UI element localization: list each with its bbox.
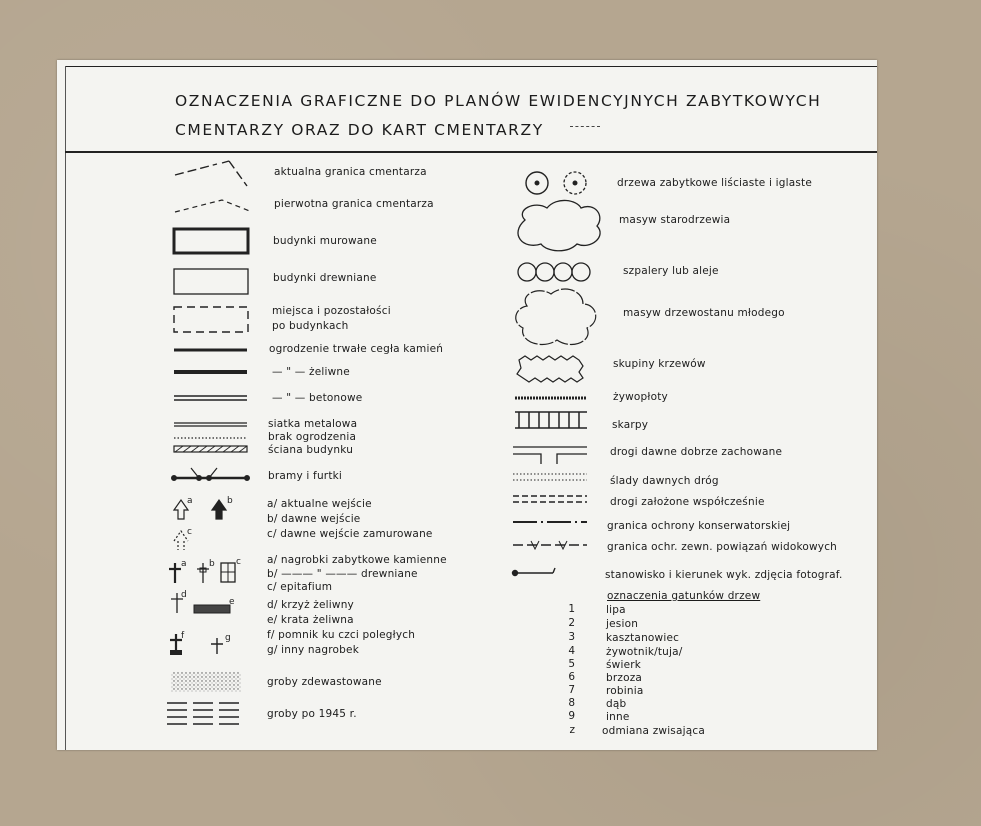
label-concrete-fence: — " — betonowe <box>272 392 363 404</box>
glyph-letter-b: b <box>227 496 233 506</box>
species-name: dąb <box>606 698 627 710</box>
label-wire-mesh: siatka metalowa <box>268 418 358 430</box>
species-code: 8 <box>568 697 575 709</box>
glyph-letter-b2: b <box>209 559 215 569</box>
tree-alley-symbol <box>518 263 590 281</box>
species-name: kasztanowiec <box>606 632 680 644</box>
species-header: oznaczenia gatunków drzew <box>607 590 761 602</box>
label-fallen-memorial: f/ pomnik ku czci poległych <box>267 629 416 641</box>
label-cast-iron-cross: d/ krzyż żeliwny <box>267 599 354 611</box>
label-slopes: skarpy <box>612 419 649 431</box>
label-old-tree-mass: masyw starodrzewia <box>619 214 731 226</box>
cast-iron-grille-symbol <box>194 605 230 613</box>
label-shrub-groups: skupiny krzewów <box>613 358 706 370</box>
species-name: żywotnik/tuja/ <box>606 646 683 658</box>
label-original-boundary: pierwotna granica cmentarza <box>274 198 434 210</box>
label-masonry-buildings: budynki murowane <box>273 235 377 247</box>
species-code: 2 <box>568 617 575 629</box>
label-building-wall: ściana budynku <box>268 444 354 456</box>
glyph-letter-f: f <box>181 631 185 641</box>
species-code: 5 <box>568 658 575 670</box>
label-wooden-buildings: budynki drewniane <box>273 272 377 284</box>
species-code: 6 <box>568 671 575 683</box>
young-stand-mass-symbol <box>516 289 596 344</box>
title-line-1: OZNACZENIA GRAFICZNE DO PLANÓW EWIDENCYJNYCH ZABYTKOWYCH <box>175 92 822 110</box>
legend-sheet <box>57 60 877 750</box>
label-epitaph: c/ epitafium <box>267 581 333 593</box>
label-old-road-traces: ślady dawnych dróg <box>610 475 719 487</box>
label-wooden-tombs: b/ ——— " ——— drewniane <box>267 568 418 580</box>
species-code: 1 <box>568 603 575 615</box>
glyph-letter-d: d <box>181 590 187 600</box>
species-name: jesion <box>606 618 639 630</box>
label-cast-iron-grille: e/ krata żeliwna <box>267 614 354 626</box>
species-code: z <box>569 724 575 736</box>
wooden-tomb-symbol <box>197 563 209 583</box>
label-young-stand: masyw drzewostanu młodego <box>623 307 785 319</box>
current-boundary-symbol <box>175 161 247 186</box>
glyph-letter-e: e <box>229 597 235 607</box>
wooden-building-symbol <box>174 269 248 294</box>
label-hedges: żywopłoty <box>613 391 668 403</box>
building-remains-symbol <box>174 307 248 332</box>
label-permanent-fence: ogrodzenie trwałe cegła kamień <box>269 343 444 355</box>
glyph-letter-c2: c <box>236 557 241 567</box>
label-gates: bramy i furtki <box>268 470 343 482</box>
gates-symbol <box>172 468 250 481</box>
label-devastated-graves: groby zdewastowane <box>267 676 382 688</box>
walled-entrance-symbol <box>174 531 188 550</box>
label-no-fence: brak ogrodzenia <box>268 431 357 443</box>
species-code: 4 <box>568 645 575 657</box>
label-old-roads: drogi dawne dobrze zachowane <box>610 446 783 458</box>
label-building-remains-2: po budynkach <box>272 320 349 332</box>
species-name: robinia <box>606 685 644 697</box>
label-other-tomb: g/ inny nagrobek <box>267 644 359 656</box>
label-current-entrance: a/ aktualne wejście <box>267 498 372 510</box>
view-boundary-symbol <box>513 541 587 549</box>
old-tree-mass-symbol <box>518 200 600 250</box>
label-building-remains: miejsca i pozostałości <box>272 305 391 317</box>
glyph-letter-a: a <box>187 496 193 506</box>
species-name: brzoza <box>606 672 643 684</box>
masonry-building-symbol <box>174 229 248 253</box>
species-name: odmiana zwisająca <box>602 725 705 737</box>
post-1945-graves-symbol <box>167 703 239 724</box>
label-cast-iron-fence: — " — żeliwne <box>272 366 350 378</box>
glyph-letter-g: g <box>225 633 231 643</box>
modern-road-symbol <box>513 496 587 502</box>
current-entrance-symbol <box>174 500 188 519</box>
shrub-group-symbol <box>517 356 583 382</box>
glyph-letter-c: c <box>187 527 192 537</box>
old-entrance-symbol <box>212 500 226 519</box>
label-walled-entrance: c/ dawne wejście zamurowane <box>267 528 433 540</box>
label-modern-roads: drogi założone współcześnie <box>610 496 765 508</box>
slope-symbol <box>515 412 587 428</box>
label-tree-alleys: szpalery lub aleje <box>623 265 719 277</box>
species-code: 7 <box>568 684 575 696</box>
label-conservation-boundary: granica ochrony konserwatorskiej <box>607 520 791 532</box>
original-boundary-symbol <box>175 200 252 212</box>
stone-tomb-symbol <box>169 563 181 583</box>
left-symbols <box>57 60 877 750</box>
label-view-boundary: granica ochr. zewn. powiązań widokowych <box>607 541 838 553</box>
label-current-boundary: aktualna granica cmentarza <box>274 166 427 178</box>
label-old-entrance: b/ dawne wejście <box>267 513 361 525</box>
species-code: 9 <box>568 710 575 722</box>
species-name: lipa <box>606 604 626 616</box>
glyph-letter-a2: a <box>181 559 187 569</box>
label-historic-trees: drzewa zabytkowe liściaste i iglaste <box>617 177 813 189</box>
photo-point-symbol <box>513 568 556 576</box>
label-stone-tombs: a/ nagrobki zabytkowe kamienne <box>267 554 447 566</box>
species-name: świerk <box>606 659 642 671</box>
title-line-2: CMENTARZY ORAZ DO KART CMENTARZY <box>175 121 544 139</box>
species-code: 3 <box>568 631 575 643</box>
old-road-symbol <box>513 447 587 464</box>
species-name: inne <box>606 711 630 723</box>
old-road-traces-symbol <box>513 474 587 480</box>
other-tomb-symbol <box>211 638 223 654</box>
label-photo-point: stanowisko i kierunek wyk. zdjęcia fotograf. <box>605 569 843 581</box>
label-post-1945-graves: groby po 1945 r. <box>267 708 357 720</box>
devastated-graves-symbol <box>171 672 241 692</box>
